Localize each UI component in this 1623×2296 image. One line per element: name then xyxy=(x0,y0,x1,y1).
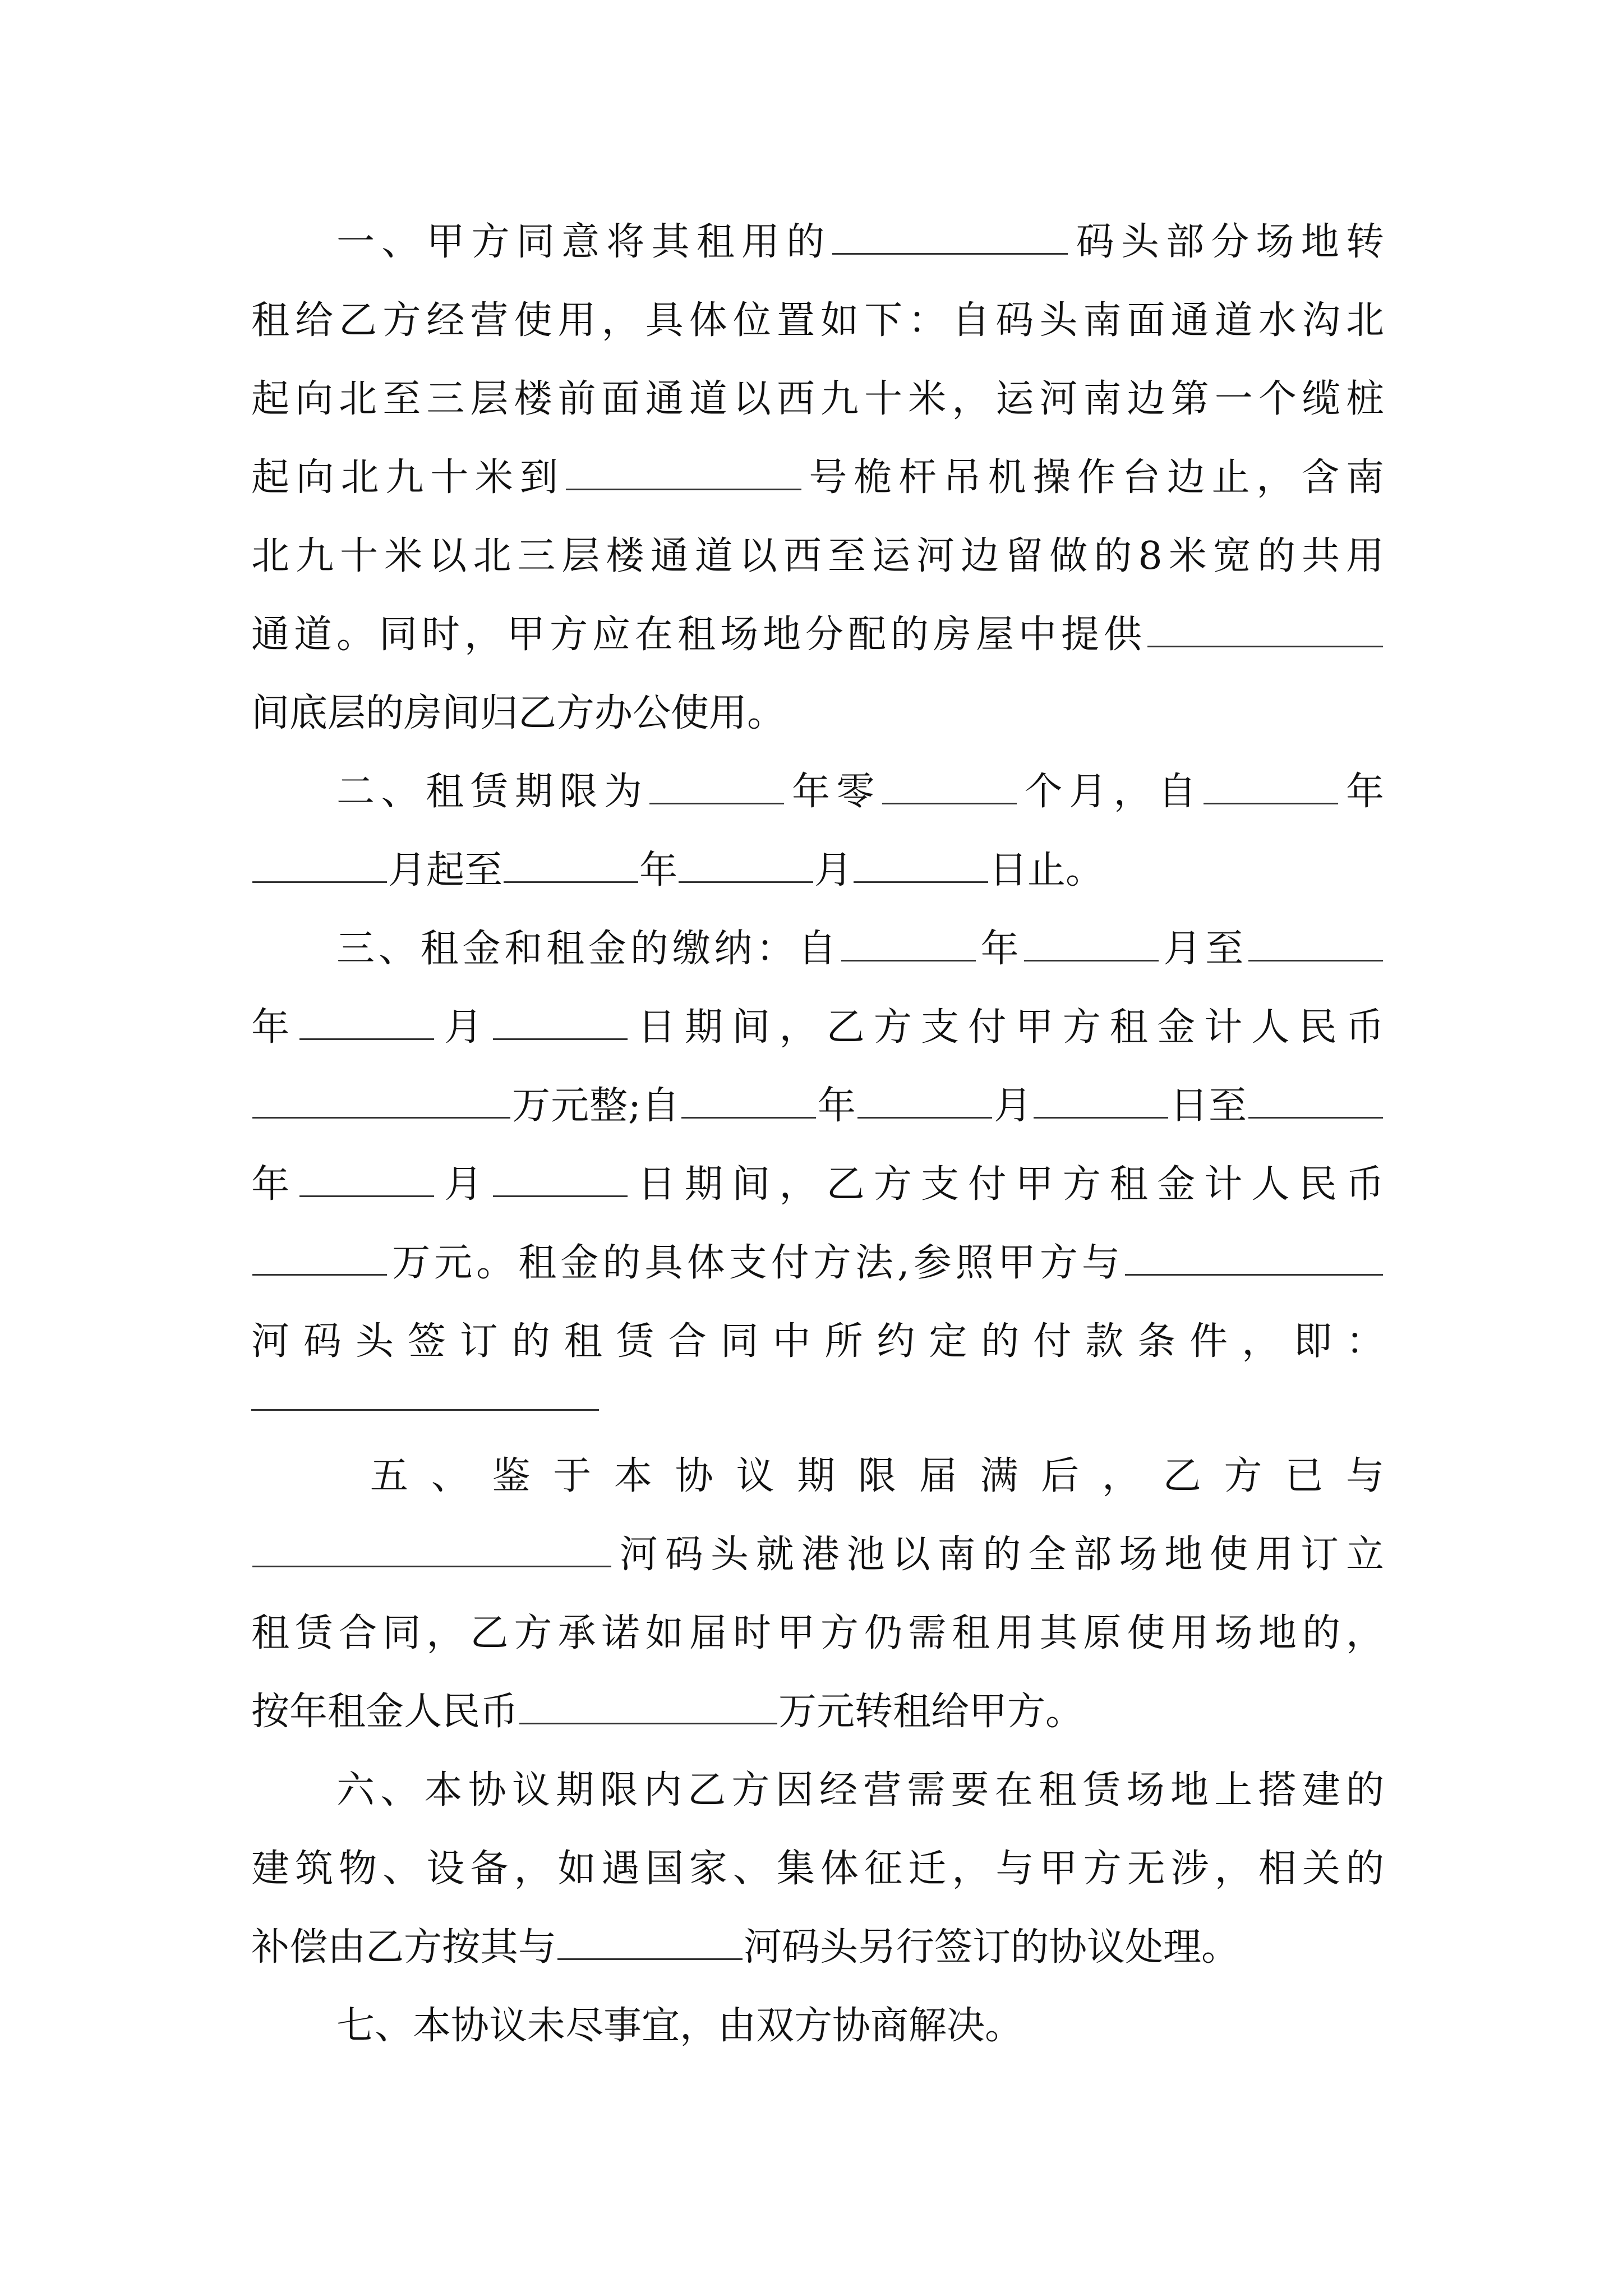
text-segment: 日期间，乙方支付甲方租金计人民币 xyxy=(628,1005,1384,1050)
fill-blank[interactable] xyxy=(252,848,387,883)
text-segment: 日期间，乙方支付甲方租金计人民币 xyxy=(628,1162,1384,1207)
text-segment: 月起至 xyxy=(388,848,503,892)
text-segment: 万元。租金的具体支付方法,参照甲方与 xyxy=(388,1241,1124,1285)
clause-1-line-7 xyxy=(251,680,1384,747)
clause-3-line-5 xyxy=(251,1230,1384,1297)
clause-5-line-2 xyxy=(251,1521,1384,1589)
clause-3-line-6 xyxy=(251,1308,1384,1375)
text-segment: 月 xyxy=(435,1162,492,1207)
clause-2-line-2 xyxy=(251,837,1384,904)
fill-blank[interactable] xyxy=(1125,1240,1383,1276)
text-segment: 年 xyxy=(251,1005,299,1050)
text-segment: 一、甲方同意将其租用的 xyxy=(336,220,832,264)
text-segment: 日至 xyxy=(1169,1084,1247,1128)
text-segment: 河码头另行签订的协议处理。 xyxy=(744,1925,1240,1970)
text-segment: 月 xyxy=(993,1084,1032,1128)
fill-blank[interactable] xyxy=(841,926,976,961)
fill-blank[interactable] xyxy=(649,769,784,804)
text-segment: 万元转租给甲方。 xyxy=(778,1690,1084,1734)
clause-6-line-3 xyxy=(251,1914,1384,1981)
clause-1-line-6 xyxy=(251,601,1384,669)
text-segment: 五、鉴于本协议期限届满后，乙方已与 xyxy=(370,1454,1384,1498)
text-segment: 号桅杆吊机操作台边止，含南 xyxy=(802,455,1384,500)
text-segment: 租给乙方经营使用，具体位置如下：自码头南面通道水沟北 xyxy=(251,298,1384,343)
fill-blank[interactable] xyxy=(882,769,1017,804)
fill-blank[interactable] xyxy=(504,848,638,883)
clause-1-line-3 xyxy=(251,366,1384,433)
clause-5-line-3 xyxy=(251,1600,1384,1667)
clause-5-line-1 xyxy=(370,1443,1384,1510)
text-segment: 二、租赁期限为 xyxy=(336,770,649,814)
text-segment: 年 xyxy=(1339,770,1384,814)
text-segment: 河码头就港池以南的全部场地使用订立 xyxy=(612,1533,1384,1577)
fill-blank[interactable] xyxy=(1034,1083,1168,1119)
text-segment: 万元整;自 xyxy=(511,1084,680,1128)
clause-1-line-1 xyxy=(336,209,1384,276)
fill-blank[interactable] xyxy=(1147,612,1383,647)
clause-3-line-1 xyxy=(336,915,1384,983)
fill-blank[interactable] xyxy=(299,1162,434,1197)
text-segment: 个月，自 xyxy=(1017,770,1203,814)
text-segment: 租赁合同，乙方承诺如届时甲方仍需租用其原使用场地的， xyxy=(251,1611,1384,1655)
text-segment: 码头部分场地转 xyxy=(1069,220,1384,264)
clause-1-line-2 xyxy=(251,287,1384,355)
fill-blank[interactable] xyxy=(832,219,1068,255)
fill-blank[interactable] xyxy=(252,1532,611,1567)
fill-blank[interactable] xyxy=(1248,926,1383,961)
fill-blank[interactable] xyxy=(519,1689,777,1724)
fill-blank[interactable] xyxy=(493,1005,628,1040)
fill-blank[interactable] xyxy=(252,1083,510,1119)
text-segment: 六、本协议期限内乙方因经营需要在租赁场地上搭建的 xyxy=(336,1768,1384,1812)
text-segment: 补偿由乙方按其与 xyxy=(251,1925,557,1970)
text-segment: 河码头签订的租赁合同中所约定的付款条件，即： xyxy=(251,1319,1384,1364)
text-segment: 年 xyxy=(639,848,678,892)
fill-blank[interactable] xyxy=(681,1083,816,1119)
text-segment: 年零 xyxy=(785,770,881,814)
text-segment: 建筑物、设备，如遇国家、集体征迁，与甲方无涉，相关的 xyxy=(251,1847,1384,1891)
text-segment: 间底层的房间归乙方办公使用。 xyxy=(251,691,786,735)
text-segment: 月 xyxy=(814,848,853,892)
text-segment: 起向北至三层楼前面通道以西九十米，运河南边第一个缆桩 xyxy=(251,377,1384,421)
text-segment: 起向北九十米到 xyxy=(251,455,565,500)
text-segment: 年 xyxy=(251,1162,299,1207)
text-segment: 通道。同时，甲方应在租场地分配的房屋中提供 xyxy=(251,613,1146,657)
text-segment: 年 xyxy=(817,1084,856,1128)
fill-blank-payment-terms[interactable] xyxy=(251,1409,599,1411)
clause-3-line-3 xyxy=(251,1073,1384,1140)
fill-blank[interactable] xyxy=(1024,926,1159,961)
fill-blank[interactable] xyxy=(566,455,801,490)
clause-7-line-1 xyxy=(336,1993,1384,2060)
text-segment: 月 xyxy=(435,1005,492,1050)
text-segment: 月至 xyxy=(1159,927,1247,971)
fill-blank[interactable] xyxy=(854,848,988,883)
fill-blank[interactable] xyxy=(679,848,813,883)
fill-blank[interactable] xyxy=(252,1240,387,1276)
clause-6-line-2 xyxy=(251,1835,1384,1903)
text-segment: 三、租金和租金的缴纳：自 xyxy=(336,927,840,971)
text-segment: 日止。 xyxy=(989,848,1104,892)
clause-5-line-4 xyxy=(251,1678,1384,1746)
clause-1-line-4 xyxy=(251,444,1384,512)
fill-blank[interactable] xyxy=(857,1083,992,1119)
fill-blank[interactable] xyxy=(557,1925,743,1960)
clause-3-line-2 xyxy=(251,994,1384,1061)
fill-blank[interactable] xyxy=(493,1162,628,1197)
fill-blank[interactable] xyxy=(1204,769,1338,804)
text-segment: 七、本协议未尽事宜，由双方协商解决。 xyxy=(336,2004,1023,2048)
clause-3-line-4 xyxy=(251,1151,1384,1218)
text-segment: 北九十米以北三层楼通道以西至运河边留做的8米宽的共用 xyxy=(251,534,1384,578)
clause-6-line-1 xyxy=(336,1757,1384,1824)
clause-2-line-1 xyxy=(336,758,1384,826)
fill-blank[interactable] xyxy=(299,1005,434,1040)
text-segment: 按年租金人民币 xyxy=(251,1690,519,1734)
fill-blank[interactable] xyxy=(1248,1083,1383,1119)
text-segment: 年 xyxy=(976,927,1023,971)
clause-1-line-5 xyxy=(251,523,1384,590)
